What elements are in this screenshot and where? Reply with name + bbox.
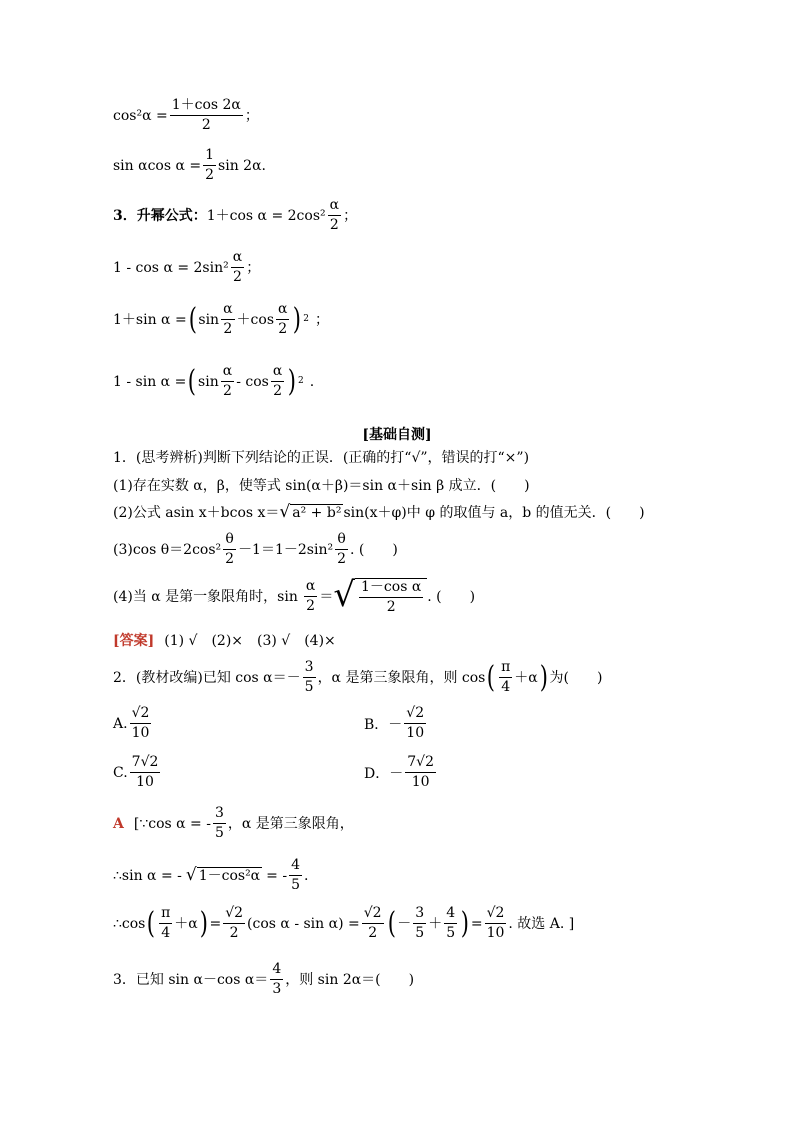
- fraction: [221, 302, 234, 338]
- q2-stem: [113, 660, 602, 696]
- formula-cos-square: [113, 98, 259, 134]
- radical-icon: √: [279, 502, 291, 522]
- solution-text: =: [470, 915, 483, 932]
- denominator: 2: [306, 598, 316, 615]
- numerator: 3: [213, 806, 226, 824]
- solution-text: ∴cos: [113, 915, 146, 932]
- solution-text: . 故选 A. ]: [508, 915, 575, 932]
- right-paren: ): [460, 905, 470, 941]
- numerator: √2: [485, 906, 507, 924]
- statement-text: ＝: [319, 588, 334, 605]
- answer-label: [答案]: [113, 633, 155, 649]
- denominator: 5: [291, 877, 300, 894]
- formula-text: ；: [343, 207, 358, 224]
- numerator: α: [271, 364, 284, 382]
- formula-raise-power-2: [113, 250, 260, 286]
- radical-icon: √: [333, 575, 356, 615]
- denominator: 2: [229, 925, 239, 942]
- denominator: 5: [304, 679, 314, 696]
- formula-text: sin: [198, 311, 220, 328]
- fraction: [404, 706, 426, 742]
- stem-text: ，则 sin 2α＝( ): [285, 971, 415, 988]
- radicand: 1－cos²α: [198, 868, 261, 885]
- fraction: [289, 858, 302, 894]
- fraction: [362, 906, 384, 942]
- q1-statement-3: [113, 532, 398, 568]
- q3-stem: [113, 962, 414, 998]
- numerator: π: [499, 660, 512, 678]
- formula-text: - cos: [236, 373, 269, 390]
- denominator: 2: [233, 269, 242, 286]
- fraction: [231, 250, 244, 286]
- solution-text: ，α 是第三象限角，: [227, 815, 354, 832]
- section-title: [基础自测]: [362, 427, 432, 443]
- fraction: [203, 148, 216, 184]
- formula-text: ；: [246, 259, 261, 276]
- numerator: 4: [289, 858, 302, 876]
- denominator: 10: [486, 925, 505, 942]
- formula-text: sin: [198, 373, 219, 390]
- fraction: [159, 906, 172, 942]
- option-label: C.: [113, 764, 128, 781]
- formula-text: 1＋sin α =: [113, 311, 187, 328]
- exponent: 2: [303, 314, 309, 325]
- numerator: α: [221, 302, 234, 320]
- denominator: 10: [131, 725, 150, 742]
- fraction: [270, 962, 283, 998]
- denominator: 2: [222, 383, 232, 400]
- radicand: a² + b²: [292, 505, 342, 521]
- formula-text: cos²α =: [113, 107, 168, 124]
- fraction: [130, 706, 152, 742]
- q2-solution-line-2: [113, 858, 308, 894]
- option-c[interactable]: [113, 755, 162, 791]
- denominator: 2: [278, 321, 288, 338]
- formula-text: 1 - cos α = 2sin²: [113, 259, 229, 276]
- fraction: [444, 906, 457, 942]
- denominator: 10: [411, 774, 430, 791]
- option-b[interactable]: [364, 706, 428, 742]
- fraction: [328, 198, 341, 234]
- fraction: [271, 364, 284, 400]
- denominator: 10: [136, 774, 154, 791]
- numerator: α: [231, 250, 244, 268]
- solution-text: ∴sin α = -: [113, 867, 182, 884]
- numerator: α: [221, 364, 234, 382]
- stem-text: ＋α: [514, 669, 538, 686]
- denominator: 2: [273, 383, 283, 400]
- fraction: [213, 806, 226, 842]
- stem-text: 3．已知 sin α－cos α＝: [113, 971, 269, 988]
- q1-statement-1: (1)存在实数 α，β，使等式 sin(α＋β)＝sin α＋sin β 成立．( ): [113, 478, 530, 494]
- numerator: √2: [362, 906, 384, 924]
- numerator: 4: [270, 962, 283, 980]
- solution-text: －: [397, 915, 412, 932]
- fraction: [359, 580, 423, 616]
- stem-text: 为( ): [549, 669, 603, 686]
- formula-text: sin 2α.: [218, 157, 266, 174]
- numerator: √2: [404, 706, 426, 724]
- right-paren: ): [199, 905, 208, 941]
- numerator: θ: [223, 532, 235, 550]
- solution-text: (cos α - sin α) =: [247, 915, 360, 932]
- formula-text: .: [309, 373, 315, 390]
- fraction: [304, 579, 317, 615]
- stem-text: ，α 是第三象限角，则 cos: [317, 669, 486, 686]
- option-d[interactable]: [364, 755, 438, 791]
- q1-stem: 1．(思考辨析)判断下列结论的正误．(正确的打“√”，错误的打“×”): [113, 450, 530, 466]
- statement-text: . ( ): [350, 541, 398, 558]
- numerator: 1－cos α: [359, 580, 423, 598]
- sqrt: [279, 504, 343, 521]
- numerator: 7√2: [405, 755, 436, 773]
- denominator: 2: [386, 599, 396, 616]
- fraction: [223, 906, 245, 942]
- numerator: α: [276, 302, 289, 320]
- sqrt: [186, 867, 262, 884]
- exponent: 2: [298, 376, 304, 387]
- numerator: α: [328, 198, 341, 216]
- denominator: 5: [446, 925, 456, 942]
- numerator: 7√2: [130, 755, 161, 773]
- statement-text: (2)公式 asin x＋bcos x＝: [113, 504, 280, 521]
- option-label: B．－: [364, 716, 403, 733]
- q1-answer: [113, 634, 336, 648]
- numerator: 3: [303, 660, 316, 678]
- fraction: [221, 364, 234, 400]
- fraction: [303, 660, 316, 696]
- q1-statement-4: [113, 575, 476, 616]
- formula-text: 1 - sin α =: [113, 373, 187, 390]
- solution-text: =: [209, 915, 222, 932]
- formula-text: ；: [314, 311, 329, 328]
- numerator: α: [304, 579, 317, 597]
- formula-raise-power-3: [113, 302, 329, 338]
- formula-raise-power-1: [113, 198, 357, 234]
- denominator: 2: [205, 167, 215, 184]
- numerator: √2: [130, 706, 152, 724]
- denominator: 4: [501, 679, 511, 696]
- option-label: D．－: [364, 765, 404, 782]
- solution-text: ＋α: [174, 915, 198, 932]
- radical-icon: √: [185, 865, 197, 886]
- denominator: 10: [406, 725, 425, 742]
- formula-sin-cos: [113, 148, 266, 184]
- solution-answer: A: [113, 815, 124, 832]
- q2-solution-line-3: [113, 906, 574, 942]
- left-paren: (: [188, 301, 197, 337]
- fraction: [499, 660, 512, 696]
- numerator: 1: [203, 148, 216, 166]
- solution-text: = -: [266, 867, 288, 884]
- fraction: [413, 906, 426, 942]
- left-paren: (: [387, 905, 396, 941]
- right-paren: ): [293, 301, 302, 337]
- numerator: 1＋cos 2α: [170, 98, 243, 116]
- numerator: 3: [413, 906, 426, 924]
- fraction: [405, 755, 436, 791]
- formula-text: ；: [244, 107, 259, 124]
- formula-raise-power-4: [113, 364, 314, 400]
- option-a[interactable]: [113, 706, 153, 742]
- sqrt: [333, 575, 427, 616]
- denominator: 5: [415, 925, 425, 942]
- denominator: 2: [368, 925, 378, 942]
- denominator: 3: [272, 981, 282, 998]
- denominator: 2: [223, 321, 233, 338]
- left-paren: (: [188, 363, 197, 399]
- option-label: A.: [113, 715, 128, 732]
- fraction: [276, 302, 289, 338]
- statement-text: －1＝1－2sin²: [238, 541, 334, 558]
- fraction: [130, 755, 161, 791]
- statement-text: (4)当 α 是第一象限角时，sin: [113, 588, 298, 605]
- section-label: 3．升幂公式：: [113, 207, 207, 224]
- answer-text: (1) √ (2)× (3) √ (4)×: [164, 633, 336, 649]
- statement-text: . ( ): [427, 588, 476, 605]
- right-paren: ): [539, 659, 548, 695]
- denominator: 2: [337, 551, 346, 568]
- fraction: [223, 532, 236, 568]
- formula-text: sin αcos α =: [113, 157, 202, 174]
- q1-statement-2: [113, 504, 645, 521]
- right-paren: ): [288, 363, 297, 399]
- fraction: [170, 98, 243, 134]
- numerator: θ: [335, 532, 347, 550]
- formula-text: 1＋cos α = 2cos²: [206, 207, 326, 224]
- fraction: [485, 906, 507, 942]
- solution-text: [∵cos α = -: [133, 815, 211, 832]
- radicand: [355, 578, 427, 616]
- left-paren: (: [487, 659, 496, 695]
- statement-text: (3)cos θ＝2cos²: [113, 541, 222, 558]
- fraction: [335, 532, 348, 568]
- q2-solution-line-1: [113, 806, 354, 842]
- left-paren: (: [147, 905, 156, 941]
- denominator: 4: [161, 925, 171, 942]
- denominator: 2: [225, 551, 235, 568]
- denominator: 2: [329, 217, 339, 234]
- numerator: π: [159, 906, 172, 924]
- numerator: 4: [444, 906, 457, 924]
- denominator: 2: [201, 117, 211, 134]
- denominator: 5: [214, 825, 224, 842]
- numerator: √2: [223, 906, 245, 924]
- solution-text: .: [303, 867, 309, 884]
- statement-text: sin(x＋φ)中 φ 的取值与 a，b 的值无关．( ): [343, 504, 645, 521]
- solution-text: ＋: [428, 915, 443, 932]
- formula-text: ＋cos: [236, 311, 275, 328]
- stem-text: 2．(教材改编)已知 cos α＝－: [113, 669, 301, 686]
